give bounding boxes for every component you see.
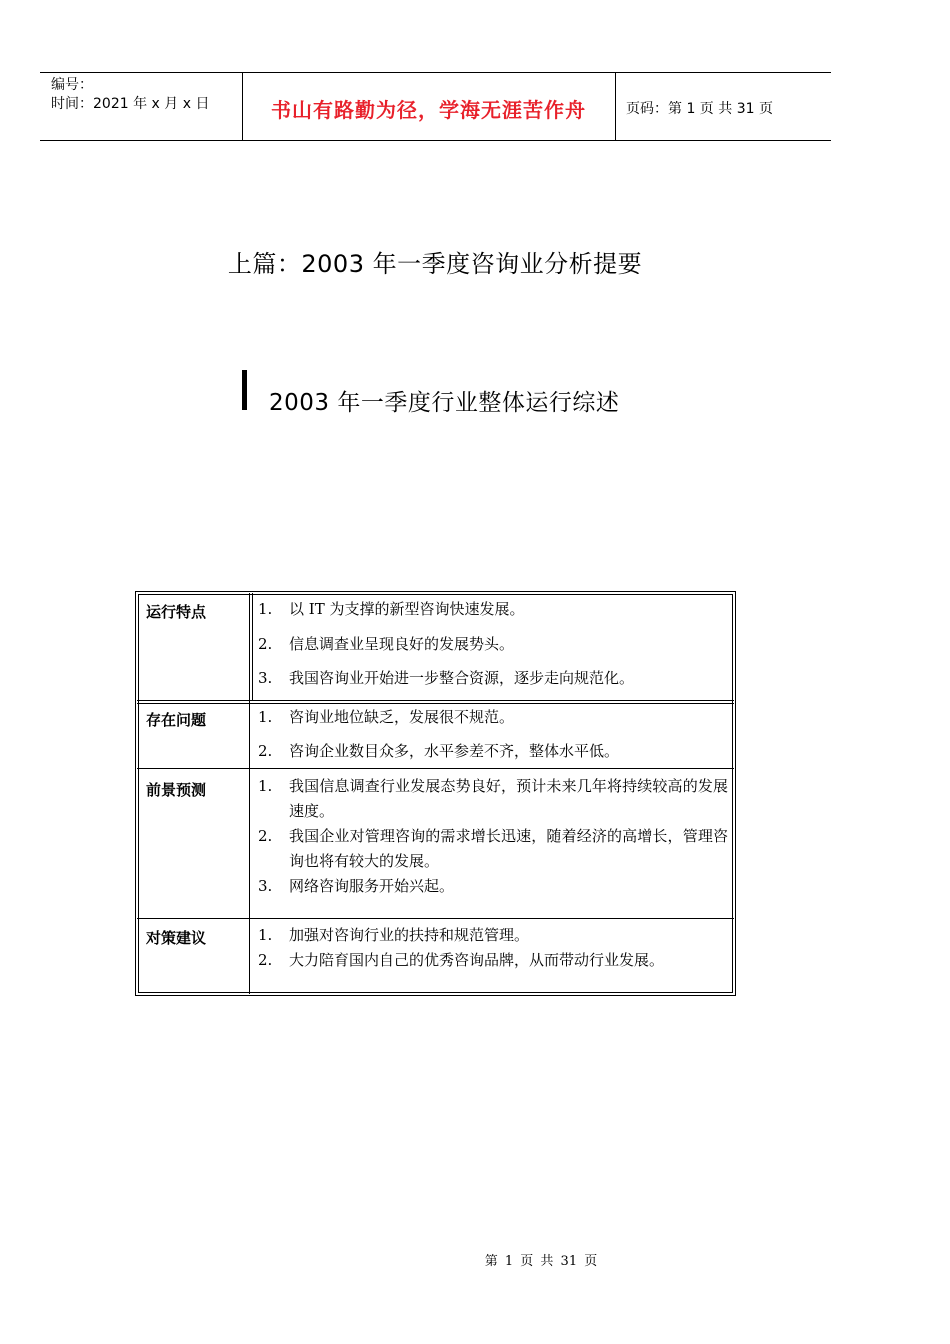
section-title: 2003 年一季度行业整体运行综述 [269,390,620,416]
section-marker-bar [242,370,247,410]
list-item: 1. 加强对咨询行业的扶持和规范管理。 [258,926,530,944]
page-title: 上篇：2003 年一季度咨询业分析提要 [227,250,643,278]
list-item: 3. 网络咨询服务开始兴起。 [258,877,455,895]
table-row-label: 对策建议 [146,929,207,947]
list-item: 2. 我国企业对管理咨询的需求增长迅速，随着经济的高增长，管理咨询也将有较大的发展。 [258,827,728,870]
table-row-label: 运行特点 [146,603,207,621]
header-page-info: 页码：第 1 页 共 31 页 [626,101,773,117]
table-row-divider [137,768,734,769]
list-item: 2. 信息调查业呈现良好的发展势头。 [258,635,515,653]
table-column-divider-secondary [252,593,253,700]
header-motto: 书山有路勤为径，学海无涯苦作舟 [271,98,586,122]
list-item: 2. 咨询企业数目众多，水平参差不齐，整体水平低。 [258,742,620,760]
header-top-rule [40,72,831,73]
header-meta [51,76,209,114]
table-row-label: 前景预测 [146,781,207,799]
list-item: 2. 大力陪育国内自己的优秀咨询品牌，从而带动行业发展。 [258,951,665,969]
table-row-divider [137,700,734,704]
list-item: 3. 我国咨询业开始进一步整合资源，逐步走向规范化。 [258,669,635,687]
list-item: 1. 以 IT 为支撑的新型咨询快速发展。 [258,600,525,618]
header-divider-right [615,72,616,140]
list-item: 1. 咨询业地位缺乏，发展很不规范。 [258,708,515,726]
table-row-divider [137,918,734,919]
table-row-label: 存在问题 [146,711,207,729]
list-item: 1. 我国信息调查行业发展态势良好，预计未来几年将持续较高的发展速度。 [258,777,728,820]
document-time-label: 时间：2021 年 x 月 x 日 [51,96,210,112]
header-bottom-rule [40,140,831,141]
page-footer: 第 1 页 共 31 页 [484,1254,598,1269]
table-column-divider [249,593,250,994]
document-number-label: 编号： [51,77,93,93]
